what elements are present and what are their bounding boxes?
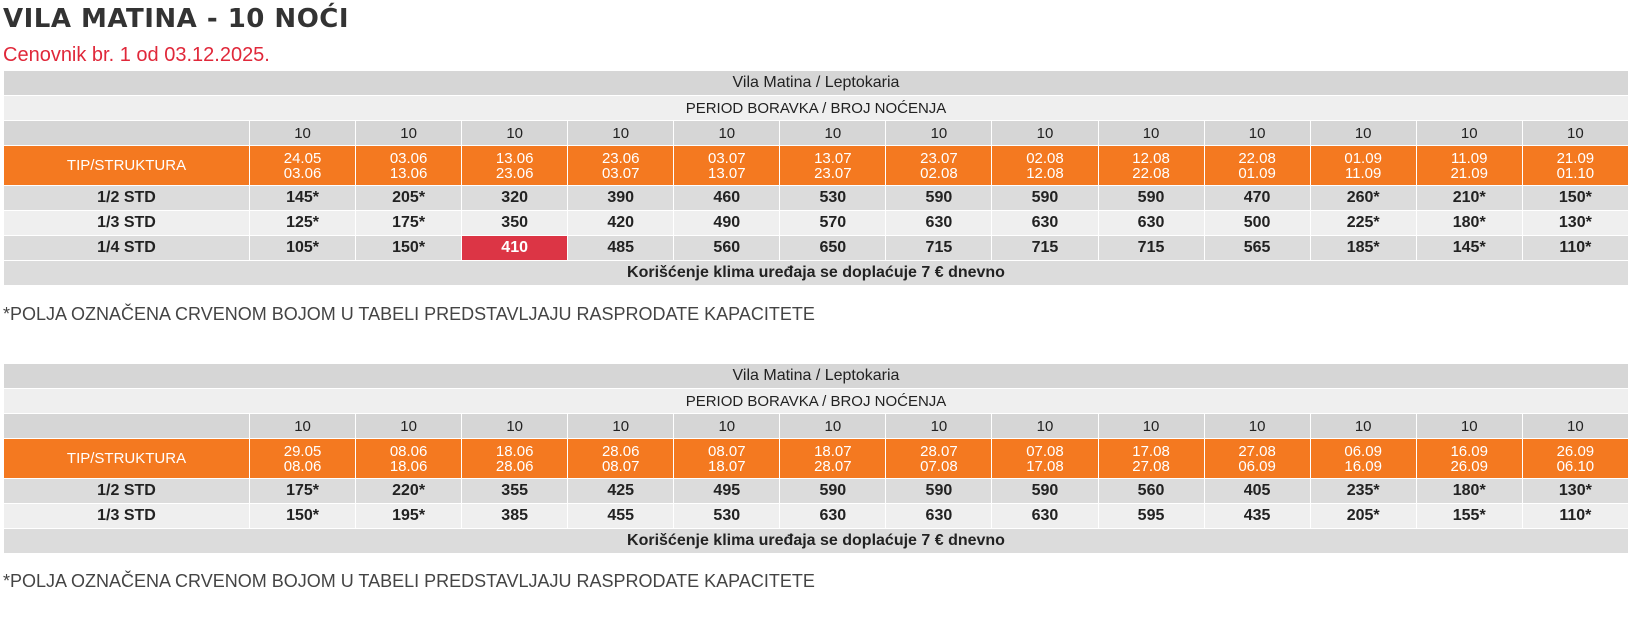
period-header <box>1522 146 1628 186</box>
period-from: 23.07 <box>920 149 958 167</box>
price-cell: 225* <box>1310 211 1416 236</box>
price-cell: 205* <box>356 186 462 211</box>
period-to: 12.08 <box>1026 164 1064 182</box>
nights-cell: 10 <box>780 121 886 146</box>
period-header <box>356 439 462 479</box>
period-header <box>886 439 992 479</box>
period-header <box>1098 146 1204 186</box>
sold-out-note-1: *POLJA OZNAČENA CRVENOM BOJOM U TABELI PREDSTAVLJAJU RASPRODATE KAPACITETE <box>3 304 815 324</box>
nights-cell: 10 <box>250 414 356 439</box>
price-cell: 455 <box>568 504 674 529</box>
nights-cell: 10 <box>886 414 992 439</box>
price-cell: 490 <box>674 211 780 236</box>
price-cell: 320 <box>462 186 568 211</box>
price-cell: 145* <box>250 186 356 211</box>
price-cell: 130* <box>1522 479 1628 504</box>
room-type: 1/2 STD <box>4 479 250 504</box>
period-from: 03.07 <box>708 149 746 167</box>
price-cell: 235* <box>1310 479 1416 504</box>
period-header <box>1522 439 1628 479</box>
nights-cell: 10 <box>780 414 886 439</box>
price-cell: 495 <box>674 479 780 504</box>
period-from: 18.07 <box>814 442 852 460</box>
period-header <box>462 439 568 479</box>
period-to: 08.07 <box>601 457 640 475</box>
nights-cell: 10 <box>462 121 568 146</box>
period-to: 08.06 <box>283 457 322 475</box>
price-cell: 405 <box>1204 479 1310 504</box>
period-from: 27.08 <box>1238 442 1276 460</box>
period-header <box>886 146 992 186</box>
price-cell: 570 <box>780 211 886 236</box>
price-cell: 560 <box>674 236 780 261</box>
price-cell: 630 <box>1098 211 1204 236</box>
price-cell: 130* <box>1522 211 1628 236</box>
period-from: 26.09 <box>1556 442 1595 460</box>
nights-row-blank <box>4 121 250 146</box>
period-from: 18.06 <box>495 442 534 460</box>
price-cell: 125* <box>250 211 356 236</box>
period-header <box>1204 146 1310 186</box>
sold-out-note-2: *POLJA OZNAČENA CRVENOM BOJOM U TABELI PREDSTAVLJAJU RASPRODATE KAPACITETE <box>3 571 815 591</box>
nights-cell: 10 <box>992 121 1098 146</box>
price-cell: 175* <box>250 479 356 504</box>
table-footer: Korišćenje klima uređaja se doplaćuje 7 € dnevno <box>4 529 1629 554</box>
period-from: 03.06 <box>389 149 428 167</box>
period-from: 22.08 <box>1238 149 1276 167</box>
period-from: 06.09 <box>1344 442 1382 460</box>
nights-cell: 10 <box>250 121 356 146</box>
price-cell: 260* <box>1310 186 1416 211</box>
period-from: 01.09 <box>1344 149 1382 167</box>
price-cell: 715 <box>886 236 992 261</box>
period-to: 23.06 <box>495 164 534 182</box>
period-to: 06.10 <box>1556 457 1595 475</box>
page-title: VILA MATINA - 10 NOĆI <box>3 4 350 34</box>
price-cell: 590 <box>886 479 992 504</box>
price-cell: 180* <box>1416 211 1522 236</box>
period-to: 13.07 <box>708 164 746 182</box>
period-header <box>1310 146 1416 186</box>
price-table-1 <box>3 70 1629 286</box>
period-from: 23.06 <box>601 149 640 167</box>
price-table-2 <box>3 363 1629 554</box>
period-label: PERIOD BORAVKA / BROJ NOĆENJA <box>4 96 1629 121</box>
table-row <box>4 186 1629 211</box>
period-header <box>992 146 1098 186</box>
price-cell: 530 <box>780 186 886 211</box>
price-cell: 560 <box>1098 479 1204 504</box>
nights-cell: 10 <box>1204 414 1310 439</box>
nights-cell: 10 <box>568 121 674 146</box>
period-to: 28.07 <box>814 457 852 475</box>
price-cell: 435 <box>1204 504 1310 529</box>
price-cell: 715 <box>1098 236 1204 261</box>
nights-row-blank <box>4 414 250 439</box>
period-to: 26.09 <box>1450 457 1488 475</box>
period-from: 08.06 <box>389 442 428 460</box>
period-from: 08.07 <box>708 442 746 460</box>
period-to: 22.08 <box>1132 164 1170 182</box>
period-header <box>780 439 886 479</box>
price-cell: 110* <box>1522 504 1628 529</box>
table-heading: Vila Matina / Leptokaria <box>4 71 1629 96</box>
price-cell: 590 <box>780 479 886 504</box>
period-header <box>780 146 886 186</box>
table-row <box>4 211 1629 236</box>
price-cell: 180* <box>1416 479 1522 504</box>
price-cell: 425 <box>568 479 674 504</box>
period-header <box>1416 439 1522 479</box>
price-cell: 150* <box>1522 186 1628 211</box>
period-from: 28.06 <box>601 442 640 460</box>
period-to: 03.07 <box>601 164 640 182</box>
nights-cell: 10 <box>1522 414 1628 439</box>
price-cell: 185* <box>1310 236 1416 261</box>
price-cell: 385 <box>462 504 568 529</box>
price-cell: 150* <box>250 504 356 529</box>
period-from: 07.08 <box>1026 442 1064 460</box>
table-row <box>4 236 1629 261</box>
nights-cell: 10 <box>886 121 992 146</box>
period-from: 24.05 <box>283 149 322 167</box>
nights-cell: 10 <box>1416 414 1522 439</box>
price-cell: 630 <box>992 504 1098 529</box>
nights-cell: 10 <box>1416 121 1522 146</box>
period-to: 13.06 <box>389 164 428 182</box>
nights-cell: 10 <box>1098 121 1204 146</box>
price-cell: 630 <box>886 211 992 236</box>
nights-cell: 10 <box>1310 121 1416 146</box>
period-to: 07.08 <box>920 457 958 475</box>
period-header <box>1416 146 1522 186</box>
period-from: 12.08 <box>1132 149 1170 167</box>
price-cell: 590 <box>992 479 1098 504</box>
price-cell: 205* <box>1310 504 1416 529</box>
price-cell: 145* <box>1416 236 1522 261</box>
period-to: 16.09 <box>1344 457 1382 475</box>
period-to: 27.08 <box>1132 457 1170 475</box>
period-header <box>674 439 780 479</box>
period-label: PERIOD BORAVKA / BROJ NOĆENJA <box>4 389 1629 414</box>
room-type: 1/3 STD <box>4 211 250 236</box>
price-cell: 590 <box>1098 186 1204 211</box>
table-footer: Korišćenje klima uređaja se doplaćuje 7 € dnevno <box>4 261 1629 286</box>
table-row <box>4 504 1629 529</box>
price-cell: 175* <box>356 211 462 236</box>
period-from: 16.09 <box>1450 442 1488 460</box>
period-to: 01.10 <box>1556 164 1595 182</box>
price-list-subtitle: Cenovnik br. 1 od 03.12.2025. <box>3 44 270 66</box>
price-cell: 105* <box>250 236 356 261</box>
period-to: 28.06 <box>495 457 534 475</box>
price-cell: 460 <box>674 186 780 211</box>
price-cell: 630 <box>780 504 886 529</box>
period-header <box>462 146 568 186</box>
price-cell: 355 <box>462 479 568 504</box>
price-cell: 220* <box>356 479 462 504</box>
nights-cell: 10 <box>1310 414 1416 439</box>
nights-cell: 10 <box>1098 414 1204 439</box>
type-header: TIP/STRUKTURA <box>4 146 250 186</box>
period-from: 13.07 <box>814 149 852 167</box>
type-header: TIP/STRUKTURA <box>4 439 250 479</box>
period-header <box>992 439 1098 479</box>
period-header <box>356 146 462 186</box>
period-to: 23.07 <box>814 164 852 182</box>
nights-cell: 10 <box>356 121 462 146</box>
price-cell: 565 <box>1204 236 1310 261</box>
price-cell: 485 <box>568 236 674 261</box>
price-cell: 630 <box>992 211 1098 236</box>
price-cell: 470 <box>1204 186 1310 211</box>
period-from: 13.06 <box>495 149 534 167</box>
price-cell: 390 <box>568 186 674 211</box>
period-to: 03.06 <box>283 164 322 182</box>
period-from: 28.07 <box>920 442 958 460</box>
period-to: 17.08 <box>1026 457 1064 475</box>
price-cell-sold-out: 410 <box>462 236 568 261</box>
nights-cell: 10 <box>1522 121 1628 146</box>
period-header <box>568 146 674 186</box>
price-cell: 195* <box>356 504 462 529</box>
nights-cell: 10 <box>674 414 780 439</box>
nights-cell: 10 <box>356 414 462 439</box>
nights-cell: 10 <box>992 414 1098 439</box>
price-cell: 155* <box>1416 504 1522 529</box>
period-header <box>1204 439 1310 479</box>
period-to: 02.08 <box>920 164 958 182</box>
room-type: 1/4 STD <box>4 236 250 261</box>
price-cell: 530 <box>674 504 780 529</box>
price-cell: 595 <box>1098 504 1204 529</box>
price-cell: 110* <box>1522 236 1628 261</box>
table-row <box>4 479 1629 504</box>
price-cell: 630 <box>886 504 992 529</box>
price-cell: 590 <box>992 186 1098 211</box>
period-to: 21.09 <box>1450 164 1488 182</box>
period-header <box>250 439 356 479</box>
period-to: 11.09 <box>1344 164 1382 182</box>
price-cell: 715 <box>992 236 1098 261</box>
period-to: 01.09 <box>1238 164 1276 182</box>
nights-cell: 10 <box>1204 121 1310 146</box>
price-cell: 420 <box>568 211 674 236</box>
price-cell: 210* <box>1416 186 1522 211</box>
period-from: 17.08 <box>1132 442 1170 460</box>
price-cell: 150* <box>356 236 462 261</box>
period-header <box>250 146 356 186</box>
period-from: 21.09 <box>1556 149 1595 167</box>
room-type: 1/3 STD <box>4 504 250 529</box>
period-to: 18.07 <box>708 457 746 475</box>
period-from: 29.05 <box>283 442 322 460</box>
period-header <box>568 439 674 479</box>
period-header <box>1310 439 1416 479</box>
period-to: 06.09 <box>1238 457 1276 475</box>
price-cell: 650 <box>780 236 886 261</box>
period-from: 02.08 <box>1026 149 1064 167</box>
table-heading: Vila Matina / Leptokaria <box>4 364 1629 389</box>
price-cell: 500 <box>1204 211 1310 236</box>
nights-cell: 10 <box>674 121 780 146</box>
nights-cell: 10 <box>568 414 674 439</box>
period-header <box>1098 439 1204 479</box>
period-header <box>674 146 780 186</box>
period-from: 11.09 <box>1451 149 1488 167</box>
price-cell: 590 <box>886 186 992 211</box>
room-type: 1/2 STD <box>4 186 250 211</box>
nights-cell: 10 <box>462 414 568 439</box>
price-cell: 350 <box>462 211 568 236</box>
period-to: 18.06 <box>389 457 428 475</box>
